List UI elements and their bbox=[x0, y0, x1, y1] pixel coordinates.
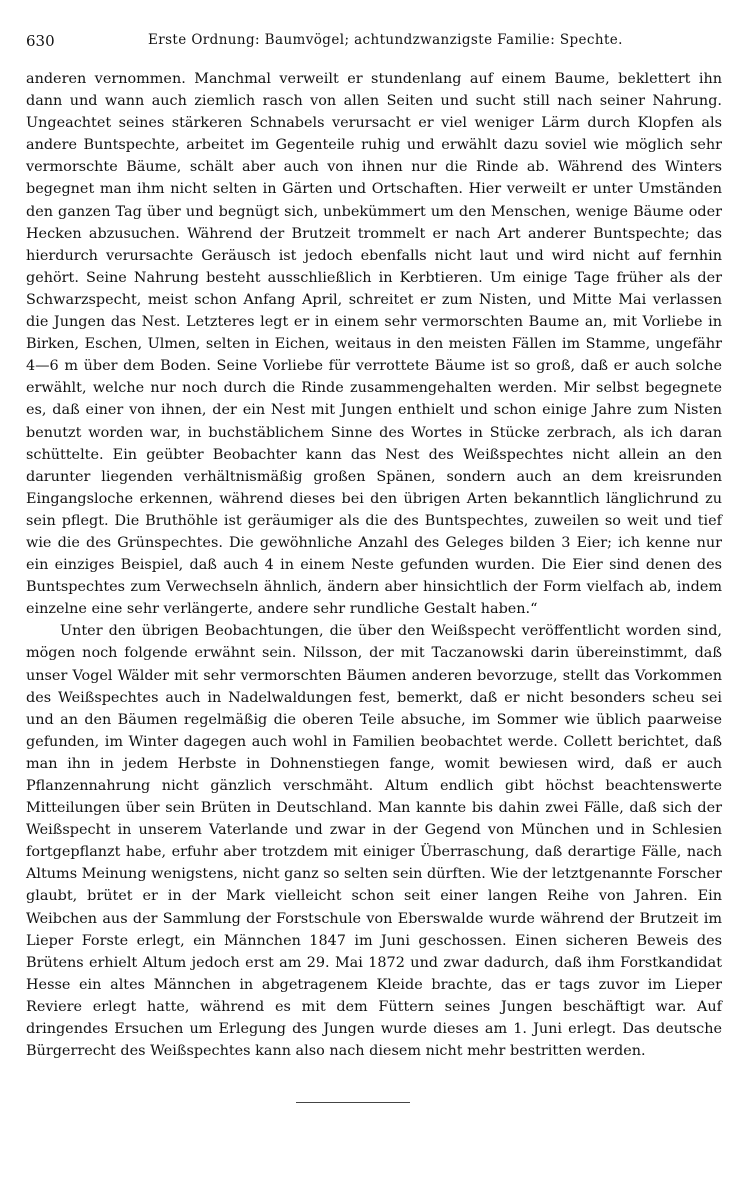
page-header bbox=[26, 30, 722, 54]
running-head: Erste Ordnung: Baumvögel; achtundzwanzigste Familie: Spechte. bbox=[148, 32, 623, 48]
body-text bbox=[26, 68, 722, 1062]
section-divider bbox=[296, 1102, 410, 1103]
page-number: 630 bbox=[26, 32, 55, 50]
paragraph-observations: Unter den übrigen Beobachtungen, die über den Weißspecht veröffentlicht worden sind, mögen noch folgende erwähnt sein. Nilsson, der mit Taczanowski darin übereinstimmt, daß unser Vogel Wälder mit sehr vermorschten Bäumen anderen bevorzuge, stellt das Vorkommen des Weißspechtes auch in Nadelwaldungen fest, bemerkt, daß er nicht besonders scheu sei und an den Bäumen regelmäßig die oberen Teile absuche, im Sommer wie üblich paarweise gefunden, im Winter dagegen auch wohl in Familien beobachtet werde. Collett berichtet, daß man ihn in jedem Herbste in Dohnenstiegen fange, womit bewiesen wird, daß er auch Pflanzennahrung nicht gänzlich verschmäht. Altum endlich gibt höchst beachtenswerte Mitteilungen über sein Brüten in Deutschland. Man kannte bis dahin zwei Fälle, daß sich der Weißspecht in unserem Vaterlande und zwar in der Gegend von München und in Schlesien fortgepflanzt habe, erfuhr aber trotzdem mit einiger Überraschung, daß derartige Fälle, nach Altums Meinung wenigstens, nicht ganz so selten sein dürften. Wie der letztgenannte Forscher glaubt, brütet er in der Mark vielleicht schon seit einer langen Reihe von Jahren. Ein Weibchen aus der Sammlung der Forstschule von Eberswalde wurde während der Brutzeit im Lieper Forste erlegt, ein Männchen 1847 im Juni geschossen. Einen sicheren Beweis des Brütens erhielt Altum jedoch erst am 29. Mai 1872 und zwar dadurch, daß ihm Forstkandidat Hesse ein altes Männchen in abgetragenem Kleide brachte, das er tags zuvor im Lieper Reviere erlegt hatte, während es mit dem Füttern seines Jungen beschäftigt war. Auf dringendes Ersuchen um Erlegung des Jungen wurde dieses am 1. Juni erlegt. Das deutsche Bürgerrecht des Weißspechtes kann also nach diesem nicht mehr bestritten werden. bbox=[26, 623, 722, 1060]
paragraph-continued: anderen vernommen. Manchmal verweilt er stundenlang auf einem Baume, beklettert ihn dann und wann auch ziemlich rasch von allen Seiten und sucht still nach seiner Nahrung. Ungeachtet seines stärkeren Schnabels verursacht er viel weniger Lärm durch Klopfen als andere Buntspechte, arbeitet im Gegenteile ruhig und erwählt dazu soviel wie möglich sehr vermorschte Bäume, schält aber auch von ihnen nur die Rinde ab. Während des Winters begegnet man ihm nicht selten in Gärten und Ortschaften. Hier verweilt er unter Umständen den ganzen Tag über und begnügt sich, unbekümmert um den Menschen, wenige Bäume oder Hecken abzusuchen. Während der Brutzeit trommelt er nach Art anderer Buntspechte; das hierdurch verursachte Geräusch ist jedoch ebenfalls nicht laut und wird nicht auf fernhin gehört. Seine Nahrung besteht ausschließlich in Kerbtieren. Um einige Tage früher als der Schwarzspecht, meist schon Anfang April, schreitet er zum Nisten, und Mitte Mai verlassen die Jungen das Nest. Letzteres legt er in einem sehr vermorschten Baume an, mit Vorliebe in Birken, Eschen, Ulmen, selten in Eichen, weitaus in den meisten Fällen im Stamme, ungefähr 4—6 m über dem Boden. Seine Vorliebe für verrottete Bäume ist so groß, daß er auch solche erwählt, welche nur noch durch die Rinde zusammengehalten werden. Mir selbst begegnete es, daß einer von ihnen, der ein Nest mit Jungen enthielt und schon einige Jahre zum Nisten benutzt worden war, in buchstäblichem Sinne des Wortes in Stücke zerbrach, als ich daran schüttelte. Ein geübter Beobachter kann das Nest des Weißspechtes nicht allein an den darunter liegenden verhältnismäßig großen Spänen, sondern auch an dem kreisrunden Eingangsloche erkennen, während dieses bei den übrigen Arten bekanntlich länglichrund zu sein pflegt. Die Bruthöhle ist geräumiger als die des Buntspechtes, zuweilen so weit und tief wie die des Grünspechtes. Die gewöhnliche Anzahl des Geleges bilden 3 Eier; ich kenne nur ein einziges Beispiel, daß auch 4 in einem Neste gefunden wurden. Die Eier sind denen des Buntspechtes zum Verwechseln ähnlich, ändern aber hinsichtlich der Form vielfach ab, indem einzelne eine sehr verlängerte, andere sehr rundliche Gestalt haben.“ bbox=[26, 71, 722, 618]
